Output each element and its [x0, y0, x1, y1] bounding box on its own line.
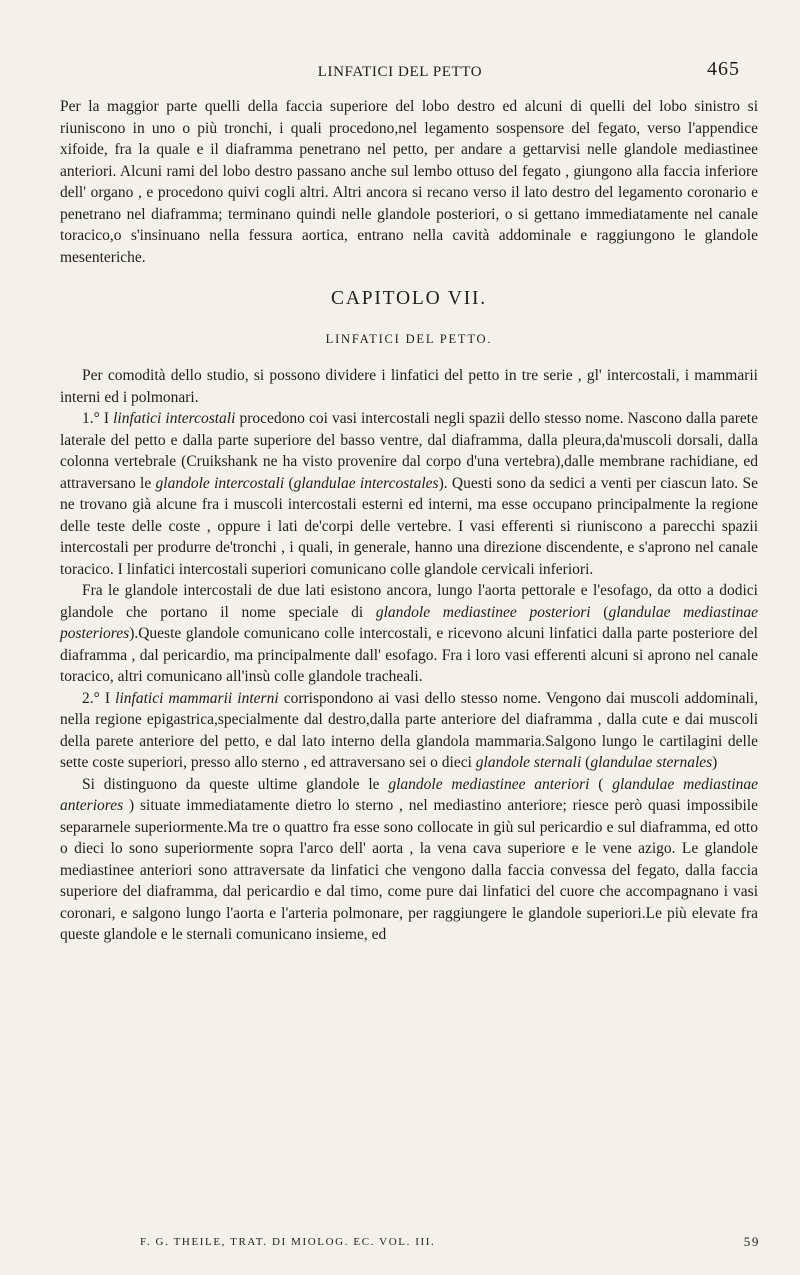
- text-span: 1.° I: [82, 410, 114, 427]
- italic-term: glandole mediastinee posteriori: [375, 603, 591, 621]
- chapter-title: CAPITOLO VII.: [331, 288, 487, 309]
- chapter-subtitle: LINFATICI DEL PETTO.: [325, 332, 493, 346]
- running-header: [60, 60, 740, 90]
- italic-term: glandole intercostali: [155, 474, 285, 492]
- running-title: LINFATICI DEL PETTO: [317, 64, 483, 80]
- italic-term: linfatici mammarii interni: [115, 689, 279, 707]
- italic-term: linfatici intercostali: [113, 410, 236, 427]
- text-span: Si distinguono da queste ultime glandole le: [82, 775, 389, 793]
- intro-paragraph: Per la maggior parte quelli della faccia superiore del lobo destro ed alcuni di quelli del lobo sinistro si riuniscono in uno o più tronchi, i quali procedono,nel legamento sospensore del fegato, verso l'appendice xifoide, fra la quale e il diaframma penetrano nel petto, per andare a gettarvisi nelle glandole mediastinee anteriori. Alcuni rami del lobo destro passano anche sul lembo ottuso del fegato , giungono alla faccia inferiore dell' organo , e procedono quivi cogli altri. Altri ancora si recano verso il lato destro del legamento coronario e penetrano nel diaframma; terminano quindi nelle glandole posteriori, o si gettano immediatamente nel canale toracico,o s'insinuano nella fessura aortica, entrano nella cavità addominale e raggiungono le glandole mesenteriche.: [60, 98, 758, 266]
- text-span: Per comodità dello studio, si possono dividere i linfatici del petto in tre serie , gl' intercostali, i mammarii interni ed i polmonari.: [60, 367, 758, 406]
- italic-term: glandulae mediastinae anteriores: [60, 775, 758, 814]
- paragraph-intro-series: [60, 365, 758, 408]
- text-span: (: [589, 775, 613, 793]
- text-span: ) situate immediatamente dietro lo sterno , nel mediastino anteriore; riesce però quasi impossibile separarnele superiormente.Ma tre o quattro fra esse sono collocate in giù sul pericardio e sul diaframma, ed otto o dieci lo sono superiormente sopra l'arco dell' aorta , la vena cava superiore e le vene azigo. Le glandole mediastinee anteriori sono attraversate da linfatici che vengono dalla faccia convessa del fegato, dalla faccia superiore del diaframma, dal pericardio e dal timo, come pure dai linfatici del cuore che accompagnano i vasi coronari, e salgono lungo l'aorta e l'arteria polmonare, per raggiungere le glandole superiori.Le più elevate fra queste glandole e le sternali comunicano insieme, ed: [60, 797, 758, 943]
- printer-signature: F. G. THEILE, TRAT. DI MIOLOG. EC. VOL. III.: [140, 1236, 436, 1248]
- page-number: 465: [707, 58, 740, 80]
- italic-term: glandole sternali: [475, 754, 582, 771]
- page-body: [60, 96, 758, 946]
- italic-term: glandole mediastinee anteriori: [388, 775, 590, 793]
- text-span: ).Queste glandole comunicano colle intercostali, e ricevono alcuni linfatici dalla parte posteriore del diaframma , dal pericardio, ma principalmente dall' esofago. Fra i loro vasi efferenti alcuni si aprono nel canale toracico, altri comunicano all'insù colle glandole tracheali.: [60, 625, 758, 685]
- text-span: procedono coi vasi intercostali negli spazii dello stesso nome. Nascono dalla parete laterale del petto e dalla parte superiore del basso ventre, dal diaframma, dalla pleura,da'muscoli dorsali, dalla colonna vertebrale (Cruikshank ne ha visto provenire dal corpo d'una vertebra),dalle membrane rachidiane, ed attraversano le: [60, 410, 758, 492]
- text-span: (: [284, 474, 294, 492]
- text-span: ): [712, 754, 718, 771]
- sheet-number: 59: [743, 1234, 760, 1249]
- paragraph-intercostal-lymphatics: [60, 408, 758, 580]
- italic-term: glandulae sternales: [590, 754, 713, 771]
- text-span: Fra le glandole intercostali de due lati esistono ancora, lungo l'aorta pettorale e l'esofago, da otto a dodici glandole che portano il nome speciale di: [60, 582, 758, 621]
- italic-term: glandulae mediastinae posteriores: [60, 603, 759, 642]
- paragraph-anterior-mediastinal: [60, 774, 758, 946]
- italic-term: glandulae intercostales: [293, 474, 439, 492]
- text-span: (: [581, 754, 591, 771]
- text-span: (: [590, 603, 609, 621]
- text-span: corrispondono ai vasi dello stesso nome. Vengono dai muscoli addominali, nella regione epigastrica,specialmente dal destro,dalla parte anteriore del diaframma , dalla cute e dai muscoli della parete anteriore del petto, e dal lato interno della glandola mammaria.Salgono lungo le cartilagini delle sette coste superiori, presso allo sterno , ed attraversano sei o dieci: [60, 689, 758, 771]
- text-span: 2.° I: [82, 689, 116, 707]
- paragraph-internal-mammary: [60, 688, 758, 774]
- text-span: ). Questi sono da sedici a venti per ciascun lato. Se ne trovano già alcune fra i muscoli intercostali esterni ed interni, ma esse occupano principalmente la regione delle teste delle coste , oppure i lati de'corpi delle vertebre. I vasi efferenti si riuniscono a parecchi spazii intercostali per produrre de'tronchi , i quali, in generale, hanno una direzione discendente, e s'aprono nel canale toracico. I linfatici intercostali superiori comunicano colle glandole cervicali inferiori.: [60, 474, 758, 578]
- paragraph-posterior-mediastinal: [60, 580, 758, 688]
